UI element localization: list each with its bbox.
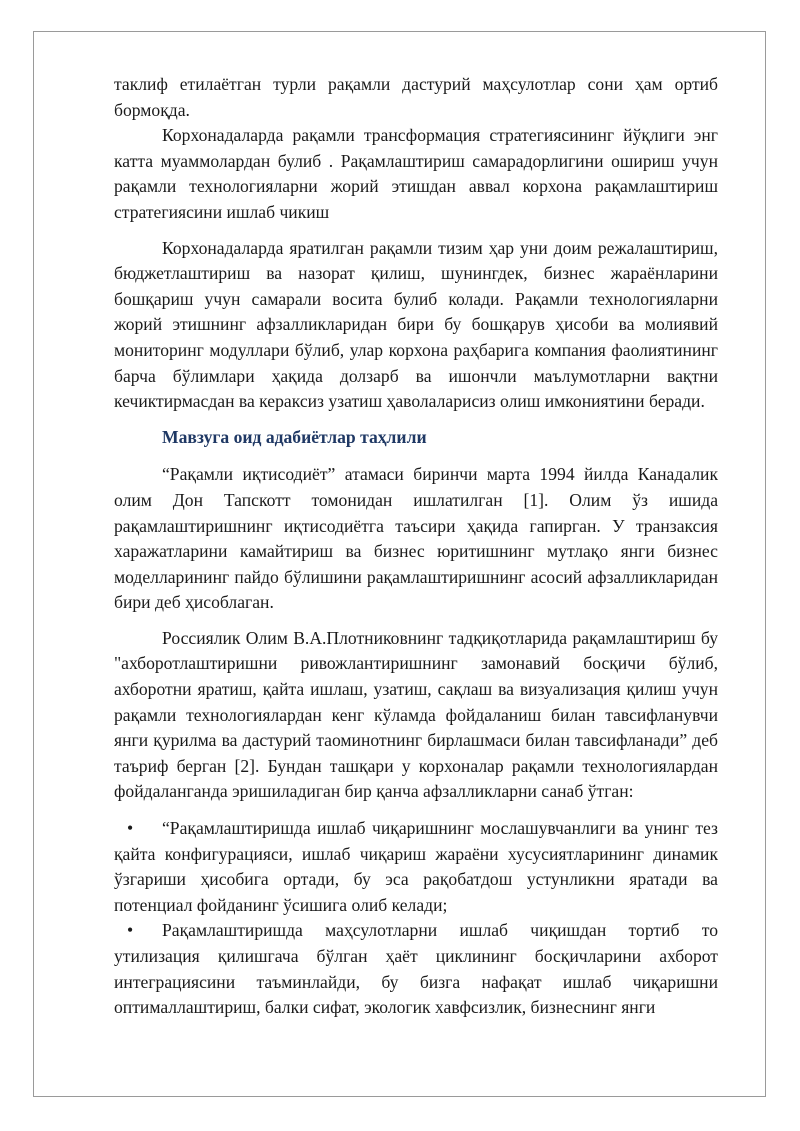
list-item xyxy=(114,918,718,1020)
bullet-icon: • xyxy=(127,920,134,941)
paragraph-strategy: Корхонадаларда рақамли трансформация стратегиясининг йўқлиги энг катта муаммолардан булиб . Рақамлаштириш самарадорлигини ошириш учун рақамли технологияларни жорий этишдан аввал корхона рақамлаштириш стратегиясини ишлаб чикиш xyxy=(114,125,718,222)
list-item xyxy=(114,816,718,918)
bullet-icon: • xyxy=(127,818,134,839)
list-item-text: Рақамлаштиришда маҳсулотларни ишлаб чиқишдан тортиб то утилизация қилишгача бўлган ҳаёт циклининг босқичларини ахборот интеграциясини таъминлайди, бу бизга нафақат ишлаб чиқаришни оптималлаштириш, балки сифат, экологик хавфсизлик, бизнеснинг янги xyxy=(114,920,718,1018)
section-heading: Мавзуга оид адабиётлар таҳлили xyxy=(162,426,427,447)
paragraph-plotnikov: Россиялик Олим В.А.Плотниковнинг тадқиқотларида рақамлаштириш бу "ахборотлаштиришни ривожлантиришнинг замонавий босқичи бўлиб, ахборотни яратиш, қайта ишлаш, узатиш, сақлаш ва визуализация қилиш учун рақамли технологиялардан кенг кўламда фойдаланиш билан тавсифланувчи янги қурилма ва дастурий таоминотнинг бирлашмаси билан тавсифланади” деб таъриф берган [2]. Бундан ташқари у корхоналар рақамли технологиялардан фойдаланганда эришиладиган бир қанча афзалликларни санаб ўтган: xyxy=(114,627,718,802)
list-item-text: “Рақамлаштиришда ишлаб чиқаришнинг мослашувчанлиги ва унинг тез қайта конфигурацияси, ишлаб чиқариш жараёни хусусиятларининг динамик ўзгариши ҳисобига ортади, бу эса рақобатдош устунликни яратади ва потенциал фойданинг ўсишига олиб келади; xyxy=(114,818,718,915)
benefits-list xyxy=(114,816,718,1021)
paragraph-tapscott: “Рақамли иқтисодиёт” атамаси биринчи марта 1994 йилда Канадалик олим Дон Тапскотт томонидан ишлатилган [1]. Олим ўз ишида рақамлаштиришнинг иқтисодиётга таъсири ҳақида гапирган. У транзаксия харажатларини камайтириш ва бизнес юритишнинг мутлақо янги бизнес моделларининг пайдо бўлишини рақамлаштиришнинг асосий афзалликларидан бири деб ҳисоблаган. xyxy=(114,464,718,613)
paragraph-continuation: таклиф етилаётган турли рақамли дастурий маҳсулотлар сони ҳам ортиб бормоқда. xyxy=(114,74,718,120)
paragraph-digital-system: Корхонадаларда яратилган рақамли тизим ҳар уни доим режалаштириш, бюджетлаштириш ва назорат қилиш, шунингдек, бизнес жараёнларини бошқариш учун самарали восита булиб колади. Рақамли технологияларни жорий этишнинг афзалликларидан бири бу бошқарув ҳисоби ва молиявий мониторинг модуллари бўлиб, улар корхона раҳбарига компания фаолиятининг барча бўлимлари ҳақида долзарб ва ишончли маълумотларни вақтни кечиктирмасдан ва кераксиз узатиш ҳаволаларисиз олиш имкониятини беради. xyxy=(114,237,718,412)
document-body xyxy=(114,72,718,1021)
